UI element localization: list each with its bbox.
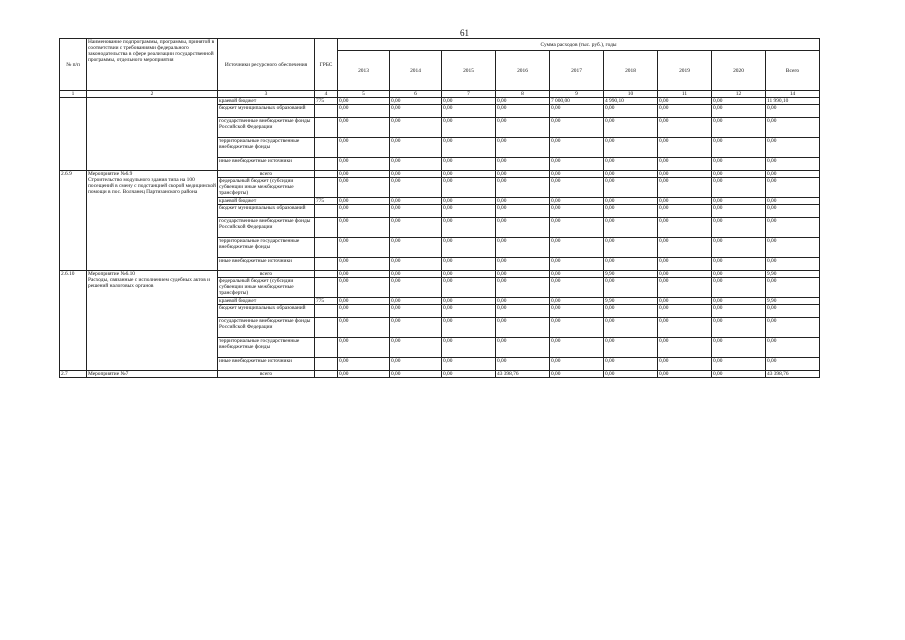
amount-cell: 0,00 bbox=[604, 205, 658, 218]
amount-cell: 0,00 bbox=[766, 158, 820, 171]
amount-cell: 0,00 bbox=[338, 305, 390, 318]
amount-cell: 0,00 bbox=[658, 318, 712, 338]
amount-cell: 0,00 bbox=[496, 138, 550, 158]
funding-source: территориальные государственные внебюджетные фонды bbox=[218, 238, 315, 258]
amount-cell: 0,00 bbox=[712, 178, 766, 198]
amount-cell: 0,00 bbox=[658, 218, 712, 238]
amount-cell: 0,00 bbox=[442, 178, 496, 198]
amount-cell: 0,00 bbox=[390, 358, 442, 371]
amount-cell: 0,00 bbox=[442, 358, 496, 371]
amount-cell: 0,00 bbox=[496, 338, 550, 358]
amount-cell: 0,00 bbox=[604, 371, 658, 378]
amount-cell: 0,00 bbox=[442, 98, 496, 105]
amount-cell: 0,00 bbox=[550, 358, 604, 371]
item-number bbox=[60, 98, 87, 171]
funding-source: всего bbox=[218, 271, 315, 278]
amount-cell: 0,00 bbox=[658, 198, 712, 205]
amount-cell: 0,00 bbox=[550, 205, 604, 218]
amount-cell: 0,00 bbox=[658, 358, 712, 371]
grbs-code bbox=[315, 158, 338, 171]
amount-cell: 0,00 bbox=[712, 158, 766, 171]
amount-cell: 0,00 bbox=[766, 338, 820, 358]
amount-cell: 0,00 bbox=[338, 205, 390, 218]
amount-cell: 0,00 bbox=[338, 98, 390, 105]
amount-cell: 0,00 bbox=[712, 298, 766, 305]
amount-cell: 0,00 bbox=[390, 305, 442, 318]
amount-cell: 0,00 bbox=[550, 278, 604, 298]
amount-cell: 0,00 bbox=[604, 105, 658, 118]
amount-cell: 0,00 bbox=[442, 271, 496, 278]
header-year: 2014 bbox=[390, 51, 442, 91]
item-name bbox=[87, 98, 218, 171]
funding-source: бюджет муниципальных образований bbox=[218, 105, 315, 118]
amount-cell: 0,00 bbox=[550, 198, 604, 205]
header-year: 2013 bbox=[338, 51, 390, 91]
header-year: 2015 bbox=[442, 51, 496, 91]
amount-cell: 0,00 bbox=[390, 171, 442, 178]
table-row bbox=[60, 98, 820, 105]
funding-source: федеральный бюджет (субсидии субвенции иные межбюджетные трансферты) bbox=[218, 278, 315, 298]
amount-cell: 0,00 bbox=[496, 118, 550, 138]
header-year: 2016 bbox=[496, 51, 550, 91]
amount-cell: 0,00 bbox=[442, 258, 496, 271]
amount-cell: 0,00 bbox=[550, 258, 604, 271]
amount-cell: 0,00 bbox=[338, 105, 390, 118]
amount-cell: 0,00 bbox=[338, 338, 390, 358]
column-number: 2 bbox=[87, 91, 218, 98]
amount-cell: 0,00 bbox=[338, 178, 390, 198]
amount-cell: 0,00 bbox=[390, 271, 442, 278]
amount-cell: 0,00 bbox=[604, 198, 658, 205]
table-body bbox=[60, 98, 820, 378]
amount-cell: 0,00 bbox=[390, 218, 442, 238]
grbs-code bbox=[315, 205, 338, 218]
amount-cell: 9,90 bbox=[766, 271, 820, 278]
amount-cell: 0,00 bbox=[712, 138, 766, 158]
item-name: Мероприятие №6.10 Расходы, связанные с исполнением судебных актов и решений налоговых органов bbox=[87, 271, 218, 371]
amount-cell: 4 990,10 bbox=[604, 98, 658, 105]
amount-cell: 0,00 bbox=[658, 98, 712, 105]
amount-cell: 0,00 bbox=[550, 105, 604, 118]
amount-cell: 0,00 bbox=[658, 371, 712, 378]
amount-cell: 0,00 bbox=[604, 358, 658, 371]
grbs-code bbox=[315, 318, 338, 338]
item-number: 2.6.10 bbox=[60, 271, 87, 371]
amount-cell: 0,00 bbox=[712, 105, 766, 118]
amount-cell: 0,00 bbox=[442, 138, 496, 158]
amount-cell: 0,00 bbox=[766, 138, 820, 158]
header-year: Всего bbox=[766, 51, 820, 91]
amount-cell: 0,00 bbox=[338, 278, 390, 298]
amount-cell: 0,00 bbox=[604, 338, 658, 358]
amount-cell: 0,00 bbox=[766, 358, 820, 371]
grbs-code bbox=[315, 118, 338, 138]
amount-cell: 0,00 bbox=[712, 218, 766, 238]
amount-cell: 0,00 bbox=[496, 105, 550, 118]
grbs-code bbox=[315, 218, 338, 238]
amount-cell: 0,00 bbox=[550, 238, 604, 258]
amount-cell: 0,00 bbox=[496, 218, 550, 238]
amount-cell: 9,90 bbox=[604, 271, 658, 278]
column-number: 8 bbox=[496, 91, 550, 98]
amount-cell: 0,00 bbox=[766, 238, 820, 258]
amount-cell: 0,00 bbox=[712, 278, 766, 298]
column-number: 11 bbox=[658, 91, 712, 98]
amount-cell: 0,00 bbox=[496, 271, 550, 278]
amount-cell: 0,00 bbox=[658, 298, 712, 305]
amount-cell: 0,00 bbox=[550, 171, 604, 178]
header-num: № п/п bbox=[60, 39, 87, 91]
amount-cell: 0,00 bbox=[712, 318, 766, 338]
header-grbs: ГРБС bbox=[315, 39, 338, 91]
amount-cell: 0,00 bbox=[550, 271, 604, 278]
amount-cell: 0,00 bbox=[442, 371, 496, 378]
grbs-code bbox=[315, 358, 338, 371]
page-number: 61 bbox=[460, 28, 469, 38]
amount-cell: 0,00 bbox=[390, 371, 442, 378]
amount-cell: 0,00 bbox=[496, 198, 550, 205]
amount-cell: 0,00 bbox=[390, 98, 442, 105]
column-number: 9 bbox=[550, 91, 604, 98]
amount-cell: 0,00 bbox=[390, 238, 442, 258]
amount-cell: 0,00 bbox=[338, 238, 390, 258]
item-name: Мероприятие №6.9 Строительство модульного здания типа на 100 посещений в смену с подстанцией скорой медицинской помощи в пос. Волчанец Партизанского района bbox=[87, 171, 218, 271]
column-number: 7 bbox=[442, 91, 496, 98]
grbs-code bbox=[315, 305, 338, 318]
amount-cell: 0,00 bbox=[604, 305, 658, 318]
amount-cell: 0,00 bbox=[766, 171, 820, 178]
amount-cell: 0,00 bbox=[442, 338, 496, 358]
header-year: 2017 bbox=[550, 51, 604, 91]
amount-cell: 0,00 bbox=[604, 238, 658, 258]
amount-cell: 0,00 bbox=[658, 118, 712, 138]
amount-cell: 0,00 bbox=[658, 271, 712, 278]
funding-source: иные внебюджетные источники bbox=[218, 358, 315, 371]
amount-cell: 0,00 bbox=[550, 338, 604, 358]
grbs-code bbox=[315, 271, 338, 278]
table-row bbox=[60, 271, 820, 278]
amount-cell: 0,00 bbox=[550, 178, 604, 198]
amount-cell: 0,00 bbox=[550, 298, 604, 305]
amount-cell: 0,00 bbox=[442, 158, 496, 171]
amount-cell: 0,00 bbox=[550, 371, 604, 378]
amount-cell: 0,00 bbox=[712, 271, 766, 278]
amount-cell: 0,00 bbox=[604, 218, 658, 238]
amount-cell: 0,00 bbox=[390, 258, 442, 271]
amount-cell: 0,00 bbox=[442, 218, 496, 238]
amount-cell: 0,00 bbox=[496, 205, 550, 218]
amount-cell: 0,00 bbox=[442, 298, 496, 305]
amount-cell: 9,90 bbox=[604, 298, 658, 305]
amount-cell: 0,00 bbox=[658, 305, 712, 318]
grbs-code bbox=[315, 178, 338, 198]
header-year: 2020 bbox=[712, 51, 766, 91]
amount-cell: 0,00 bbox=[766, 318, 820, 338]
amount-cell: 0,00 bbox=[766, 118, 820, 138]
column-number: 4 bbox=[315, 91, 338, 98]
budget-table bbox=[59, 38, 820, 378]
amount-cell: 0,00 bbox=[496, 258, 550, 271]
amount-cell: 0,00 bbox=[712, 371, 766, 378]
amount-cell: 0,00 bbox=[338, 258, 390, 271]
amount-cell: 0,00 bbox=[390, 138, 442, 158]
amount-cell: 0,00 bbox=[496, 158, 550, 171]
amount-cell: 0,00 bbox=[338, 218, 390, 238]
amount-cell: 0,00 bbox=[766, 205, 820, 218]
amount-cell: 0,00 bbox=[658, 171, 712, 178]
header-column-numbers bbox=[60, 91, 820, 98]
amount-cell: 0,00 bbox=[550, 158, 604, 171]
grbs-code: 775 bbox=[315, 298, 338, 305]
amount-cell: 0,00 bbox=[658, 338, 712, 358]
amount-cell: 0,00 bbox=[712, 98, 766, 105]
amount-cell: 0,00 bbox=[658, 205, 712, 218]
grbs-code bbox=[315, 278, 338, 298]
header-name: Наименование подпрограммы, программы, принятой в соответствии с требованиями федерального законодательства в сфере реализации государственной программы, отдельного мероприятия bbox=[87, 39, 218, 91]
amount-cell: 7 000,00 bbox=[550, 98, 604, 105]
amount-cell: 0,00 bbox=[338, 198, 390, 205]
amount-cell: 0,00 bbox=[712, 171, 766, 178]
amount-cell: 0,00 bbox=[390, 298, 442, 305]
grbs-code: 775 bbox=[315, 98, 338, 105]
grbs-code bbox=[315, 171, 338, 178]
amount-cell: 0,00 bbox=[338, 318, 390, 338]
funding-source: федеральный бюджет (субсидии субвенции иные межбюджетные трансферты) bbox=[218, 178, 315, 198]
amount-cell: 0,00 bbox=[496, 98, 550, 105]
funding-source: краевой бюджет bbox=[218, 198, 315, 205]
column-number: 6 bbox=[390, 91, 442, 98]
amount-cell: 0,00 bbox=[390, 178, 442, 198]
amount-cell: 0,00 bbox=[442, 278, 496, 298]
amount-cell: 0,00 bbox=[766, 305, 820, 318]
amount-cell: 0,00 bbox=[712, 305, 766, 318]
amount-cell: 0,00 bbox=[496, 358, 550, 371]
amount-cell: 0,00 bbox=[712, 338, 766, 358]
amount-cell: 0,00 bbox=[604, 171, 658, 178]
funding-source: бюджет муниципальных образований bbox=[218, 205, 315, 218]
amount-cell: 0,00 bbox=[766, 198, 820, 205]
header-sum-title: Сумма расходов (тыс. руб.), годы bbox=[338, 39, 820, 51]
amount-cell: 0,00 bbox=[442, 318, 496, 338]
item-number: 2.6.9 bbox=[60, 171, 87, 271]
amount-cell: 0,00 bbox=[390, 205, 442, 218]
amount-cell: 0,00 bbox=[766, 218, 820, 238]
amount-cell: 0,00 bbox=[390, 198, 442, 205]
amount-cell: 0,00 bbox=[604, 158, 658, 171]
amount-cell: 0,00 bbox=[604, 138, 658, 158]
amount-cell: 0,00 bbox=[390, 118, 442, 138]
amount-cell: 0,00 bbox=[442, 118, 496, 138]
amount-cell: 0,00 bbox=[658, 238, 712, 258]
grbs-code bbox=[315, 238, 338, 258]
amount-cell: 0,00 bbox=[712, 358, 766, 371]
column-number: 14 bbox=[766, 91, 820, 98]
grbs-code bbox=[315, 338, 338, 358]
funding-source: всего bbox=[218, 371, 315, 378]
amount-cell: 0,00 bbox=[712, 198, 766, 205]
grbs-code bbox=[315, 371, 338, 378]
amount-cell: 0,00 bbox=[338, 358, 390, 371]
grbs-code: 775 bbox=[315, 198, 338, 205]
amount-cell: 11 990,10 bbox=[766, 98, 820, 105]
amount-cell: 0,00 bbox=[658, 178, 712, 198]
funding-source: иные внебюджетные источники bbox=[218, 258, 315, 271]
amount-cell: 0,00 bbox=[442, 205, 496, 218]
funding-source: краевой бюджет bbox=[218, 298, 315, 305]
funding-source: территориальные государственные внебюджетные фонды bbox=[218, 138, 315, 158]
amount-cell: 0,00 bbox=[338, 371, 390, 378]
amount-cell: 0,00 bbox=[766, 278, 820, 298]
amount-cell: 0,00 bbox=[712, 118, 766, 138]
amount-cell: 0,00 bbox=[496, 305, 550, 318]
funding-source: краевой бюджет bbox=[218, 98, 315, 105]
amount-cell: 43 398,76 bbox=[496, 371, 550, 378]
amount-cell: 0,00 bbox=[550, 138, 604, 158]
amount-cell: 0,00 bbox=[390, 105, 442, 118]
amount-cell: 0,00 bbox=[550, 318, 604, 338]
amount-cell: 0,00 bbox=[550, 305, 604, 318]
amount-cell: 0,00 bbox=[712, 238, 766, 258]
amount-cell: 0,00 bbox=[390, 318, 442, 338]
funding-source: бюджет муниципальных образований bbox=[218, 305, 315, 318]
amount-cell: 0,00 bbox=[442, 305, 496, 318]
header-source: Источники ресурсного обеспечения bbox=[218, 39, 315, 91]
funding-source: государственные внебюджетные фонды Российской Федерации bbox=[218, 318, 315, 338]
amount-cell: 0,00 bbox=[390, 158, 442, 171]
amount-cell: 0,00 bbox=[442, 105, 496, 118]
amount-cell: 0,00 bbox=[496, 278, 550, 298]
funding-source: государственные внебюджетные фонды Российской Федерации bbox=[218, 118, 315, 138]
amount-cell: 0,00 bbox=[496, 171, 550, 178]
funding-source: территориальные государственные внебюджетные фонды bbox=[218, 338, 315, 358]
amount-cell: 0,00 bbox=[338, 118, 390, 138]
column-number: 12 bbox=[712, 91, 766, 98]
item-name: Мероприятие №7 bbox=[87, 371, 218, 378]
amount-cell: 0,00 bbox=[496, 178, 550, 198]
amount-cell: 0,00 bbox=[658, 258, 712, 271]
column-number: 5 bbox=[338, 91, 390, 98]
header-year: 2019 bbox=[658, 51, 712, 91]
amount-cell: 0,00 bbox=[496, 238, 550, 258]
amount-cell: 0,00 bbox=[338, 138, 390, 158]
amount-cell: 0,00 bbox=[604, 118, 658, 138]
amount-cell: 0,00 bbox=[390, 278, 442, 298]
amount-cell: 0,00 bbox=[338, 171, 390, 178]
amount-cell: 0,00 bbox=[442, 171, 496, 178]
amount-cell: 0,00 bbox=[766, 258, 820, 271]
grbs-code bbox=[315, 258, 338, 271]
amount-cell: 0,00 bbox=[390, 338, 442, 358]
amount-cell: 0,00 bbox=[496, 298, 550, 305]
table-row bbox=[60, 171, 820, 178]
amount-cell: 0,00 bbox=[604, 278, 658, 298]
table-row bbox=[60, 371, 820, 378]
amount-cell: 0,00 bbox=[338, 158, 390, 171]
header-year: 2018 bbox=[604, 51, 658, 91]
amount-cell: 0,00 bbox=[338, 298, 390, 305]
column-number: 1 bbox=[60, 91, 87, 98]
funding-source: государственные внебюджетные фонды Российской Федерации bbox=[218, 218, 315, 238]
amount-cell: 0,00 bbox=[442, 238, 496, 258]
amount-cell: 0,00 bbox=[766, 178, 820, 198]
amount-cell: 0,00 bbox=[550, 218, 604, 238]
column-number: 3 bbox=[218, 91, 315, 98]
amount-cell: 0,00 bbox=[338, 271, 390, 278]
amount-cell: 0,00 bbox=[496, 318, 550, 338]
amount-cell: 0,00 bbox=[604, 258, 658, 271]
item-number: 2.7 bbox=[60, 371, 87, 378]
amount-cell: 0,00 bbox=[766, 105, 820, 118]
amount-cell: 0,00 bbox=[712, 258, 766, 271]
amount-cell: 0,00 bbox=[658, 105, 712, 118]
grbs-code bbox=[315, 138, 338, 158]
amount-cell: 0,00 bbox=[442, 198, 496, 205]
amount-cell: 0,00 bbox=[604, 318, 658, 338]
amount-cell: 0,00 bbox=[712, 205, 766, 218]
grbs-code bbox=[315, 105, 338, 118]
column-number: 10 bbox=[604, 91, 658, 98]
funding-source: иные внебюджетные источники bbox=[218, 158, 315, 171]
funding-source: всего bbox=[218, 171, 315, 178]
amount-cell: 0,00 bbox=[658, 158, 712, 171]
amount-cell: 0,00 bbox=[658, 278, 712, 298]
amount-cell: 9,90 bbox=[766, 298, 820, 305]
amount-cell: 0,00 bbox=[604, 178, 658, 198]
amount-cell: 43 398,76 bbox=[766, 371, 820, 378]
amount-cell: 0,00 bbox=[550, 118, 604, 138]
amount-cell: 0,00 bbox=[658, 138, 712, 158]
